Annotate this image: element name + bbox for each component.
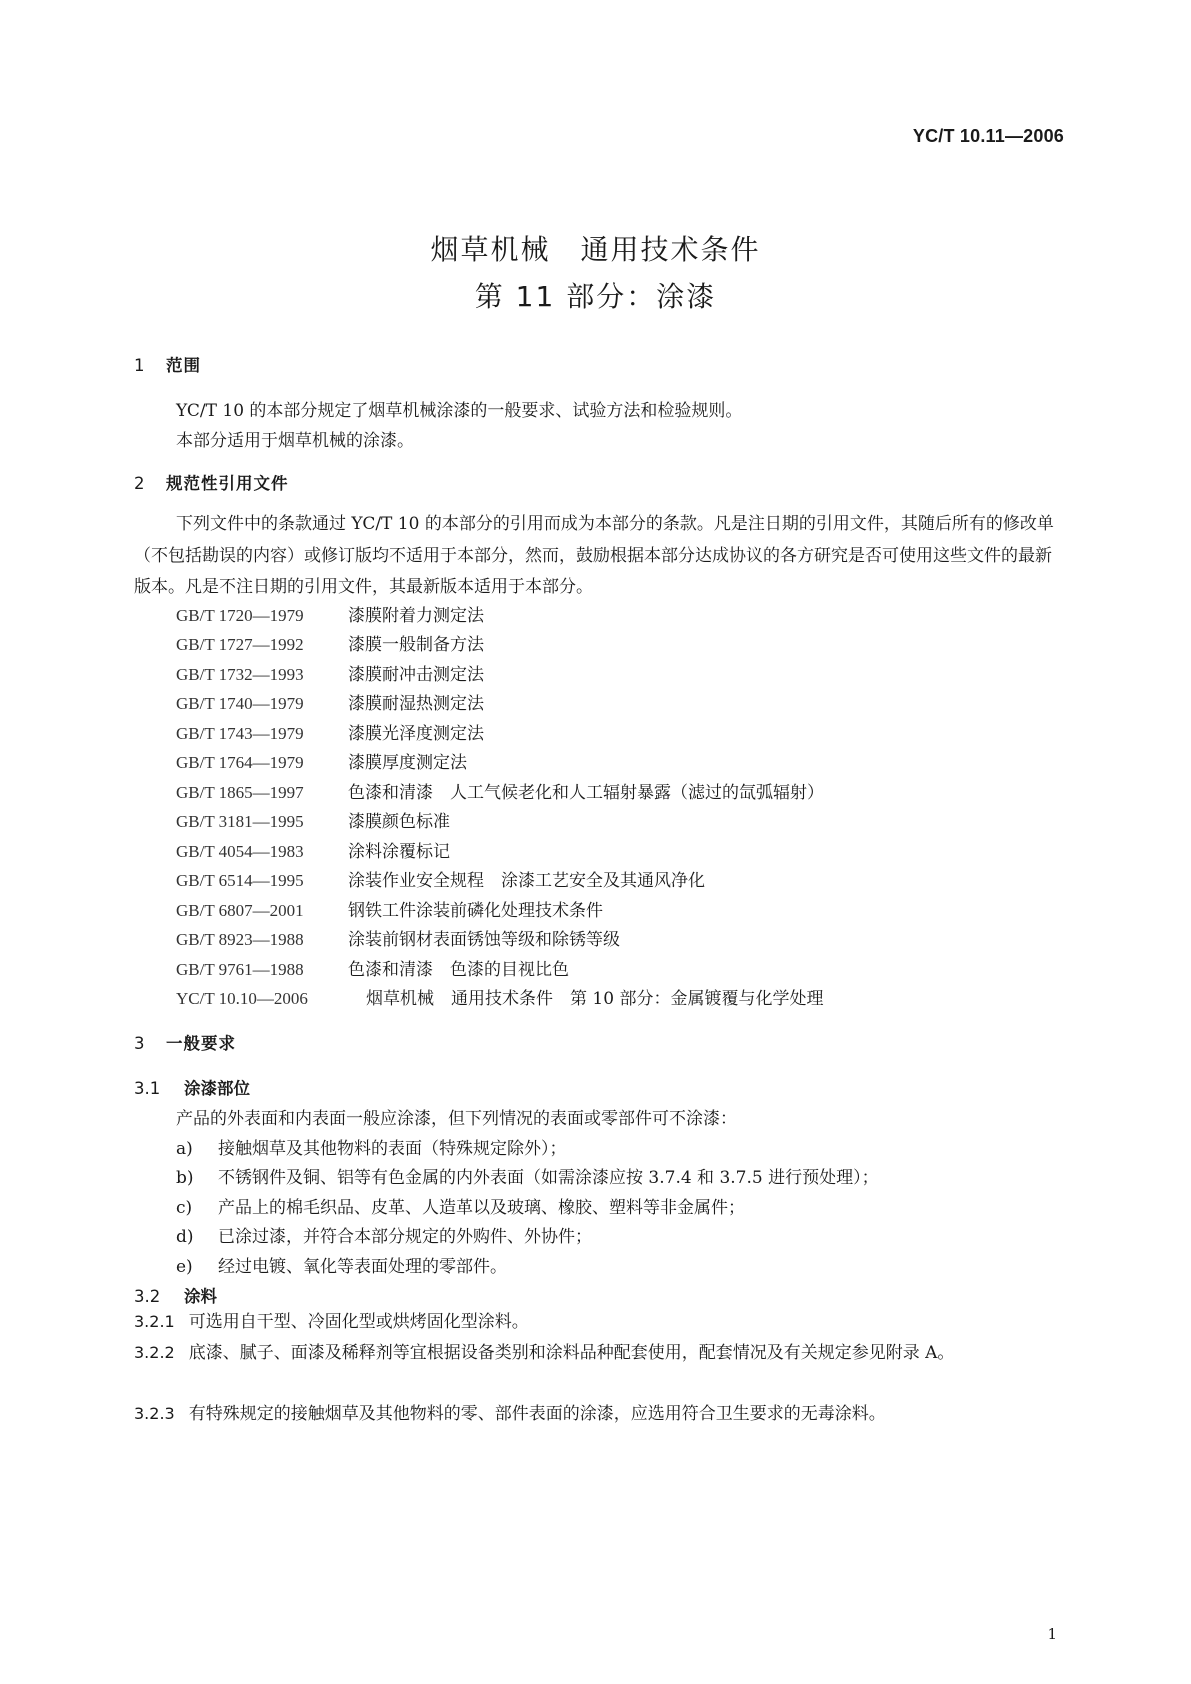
list-item-text: 经过电镀、氧化等表面处理的零部件。 [218, 1257, 507, 1277]
reference-code: GB/T 1732—1993 [176, 665, 304, 684]
title-line-2: 第 11 部分：涂漆 [474, 280, 717, 313]
section-1-paragraph-1: YC/T 10 的本部分规定了烟草机械涂漆的一般要求、试验方法和检验规则。 [176, 401, 743, 421]
reference-item [176, 837, 450, 862]
subsection-title: 涂漆部位 [184, 1079, 250, 1098]
reference-item [176, 925, 620, 950]
reference-code: GB/T 9761—1988 [176, 960, 304, 979]
section-2-heading [134, 470, 289, 494]
reference-title: 漆膜附着力测定法 [348, 606, 484, 626]
reference-title: 色漆和清漆 色漆的目视比色 [348, 960, 569, 980]
reference-item [176, 601, 484, 626]
reference-title: 钢铁工件涂装前磷化处理技术条件 [348, 901, 603, 921]
subsection-number: 3.1 [134, 1079, 161, 1098]
standard-code: YC/T 10.11—2006 [912, 126, 1064, 146]
reference-item [176, 896, 603, 921]
section-title: 规范性引用文件 [166, 474, 289, 493]
page-number: 1 [1047, 1625, 1057, 1643]
clause-3-2-1 [134, 1306, 1058, 1339]
reference-title: 漆膜光泽度测定法 [348, 724, 484, 744]
clause-number: 3.2.2 [134, 1343, 175, 1362]
clause-3-2-3 [134, 1398, 1058, 1431]
clause-text: 底漆、腻子、面漆及稀释剂等宜根据设备类别和涂料品种配套使用，配套情况及有关规定参见附录 A。 [188, 1343, 955, 1363]
reference-title: 涂装前钢材表面锈蚀等级和除锈等级 [348, 930, 620, 950]
list-item-label: b) [176, 1168, 194, 1188]
section-number: 1 [134, 356, 146, 375]
list-item-text: 接触烟草及其他物料的表面（特殊规定除外）； [218, 1139, 567, 1159]
reference-title: 漆膜颜色标准 [348, 812, 450, 832]
reference-title: 漆膜耐冲击测定法 [348, 665, 484, 685]
reference-item [176, 660, 484, 685]
clause-text: 有特殊规定的接触烟草及其他物料的零、部件表面的涂漆，应选用符合卫生要求的无毒涂料。 [188, 1404, 886, 1424]
section-1-heading [134, 352, 201, 376]
reference-title: 涂装作业安全规程 涂漆工艺安全及其通风净化 [348, 871, 705, 891]
reference-code: GB/T 6807—2001 [176, 901, 304, 920]
list-item [176, 1252, 507, 1277]
list-item-label: c) [176, 1198, 193, 1218]
reference-code: GB/T 3181—1995 [176, 812, 304, 831]
reference-item [176, 807, 450, 832]
list-item-label: d) [176, 1227, 194, 1247]
reference-item [176, 719, 484, 744]
reference-title: 色漆和清漆 人工气候老化和人工辐射暴露（滤过的氙弧辐射） [348, 783, 824, 803]
reference-code: GB/T 1743—1979 [176, 724, 304, 743]
reference-item [176, 778, 824, 803]
subsection-title: 涂料 [184, 1287, 217, 1306]
reference-title: 漆膜一般制备方法 [348, 635, 484, 655]
list-item-text: 已涂过漆，并符合本部分规定的外购件、外协件； [218, 1227, 592, 1247]
reference-code: GB/T 1727—1992 [176, 635, 304, 654]
reference-code: GB/T 6514—1995 [176, 871, 304, 890]
section-2-intro: 下列文件中的条款通过 YC/T 10 的本部分的引用而成为本部分的条款。凡是注日期的引用文件，其随后所有的修改单（不包括勘误的内容）或修订版均不适用于本部分，然而，鼓励根据本部分达成协议的各方研究是否可使用这些文件的最新版本。凡是不注日期的引用文件，其最新版本适用于本部分。 [134, 514, 1054, 597]
clause-number: 3.2.3 [134, 1404, 175, 1423]
reference-title: 涂料涂覆标记 [348, 842, 450, 862]
list-item-label: e) [176, 1257, 193, 1277]
subsection-3-2-heading [134, 1283, 217, 1307]
reference-item [176, 748, 467, 773]
reference-item [176, 955, 569, 980]
reference-code: GB/T 1720—1979 [176, 606, 304, 625]
reference-item [176, 984, 823, 1009]
section-1-paragraph-2: 本部分适用于烟草机械的涂漆。 [176, 431, 414, 451]
subsection-3-1-heading [134, 1075, 250, 1099]
reference-title: 烟草机械 通用技术条件 第 10 部分：金属镀覆与化学处理 [366, 989, 824, 1009]
subsection-3-1-intro: 产品的外表面和内表面一般应涂漆，但下列情况的表面或零部件可不涂漆： [176, 1109, 737, 1129]
clause-text: 可选用自干型、冷固化型或烘烤固化型涂料。 [188, 1312, 529, 1332]
list-item [176, 1222, 592, 1247]
list-item [176, 1193, 745, 1218]
reference-title: 漆膜厚度测定法 [348, 753, 467, 773]
reference-code: YC/T 10.10—2006 [176, 989, 308, 1008]
reference-item [176, 866, 705, 891]
reference-title: 漆膜耐湿热测定法 [348, 694, 484, 714]
list-item [176, 1163, 879, 1188]
reference-code: GB/T 4054—1983 [176, 842, 304, 861]
clause-number: 3.2.1 [134, 1312, 175, 1331]
section-number: 2 [134, 474, 146, 493]
reference-code: GB/T 8923—1988 [176, 930, 304, 949]
list-item-text: 不锈钢件及铜、铝等有色金属的内外表面（如需涂漆应按 3.7.4 和 3.7.5 进行预处理）； [218, 1168, 879, 1188]
list-item-text: 产品上的棉毛织品、皮革、人造革以及玻璃、橡胶、塑料等非金属件； [218, 1198, 745, 1218]
section-title: 一般要求 [166, 1034, 236, 1053]
clause-3-2-2 [134, 1337, 1058, 1370]
section-title: 范围 [166, 356, 201, 375]
reference-item [176, 689, 484, 714]
reference-item [176, 630, 484, 655]
reference-code: GB/T 1865—1997 [176, 783, 304, 802]
section-3-heading [134, 1030, 236, 1054]
list-item [176, 1134, 567, 1159]
reference-code: GB/T 1740—1979 [176, 694, 304, 713]
list-item-label: a) [176, 1139, 193, 1159]
section-number: 3 [134, 1034, 146, 1053]
subsection-number: 3.2 [134, 1287, 161, 1306]
title-line-1: 烟草机械 通用技术条件 [430, 233, 761, 266]
reference-code: GB/T 1764—1979 [176, 753, 304, 772]
